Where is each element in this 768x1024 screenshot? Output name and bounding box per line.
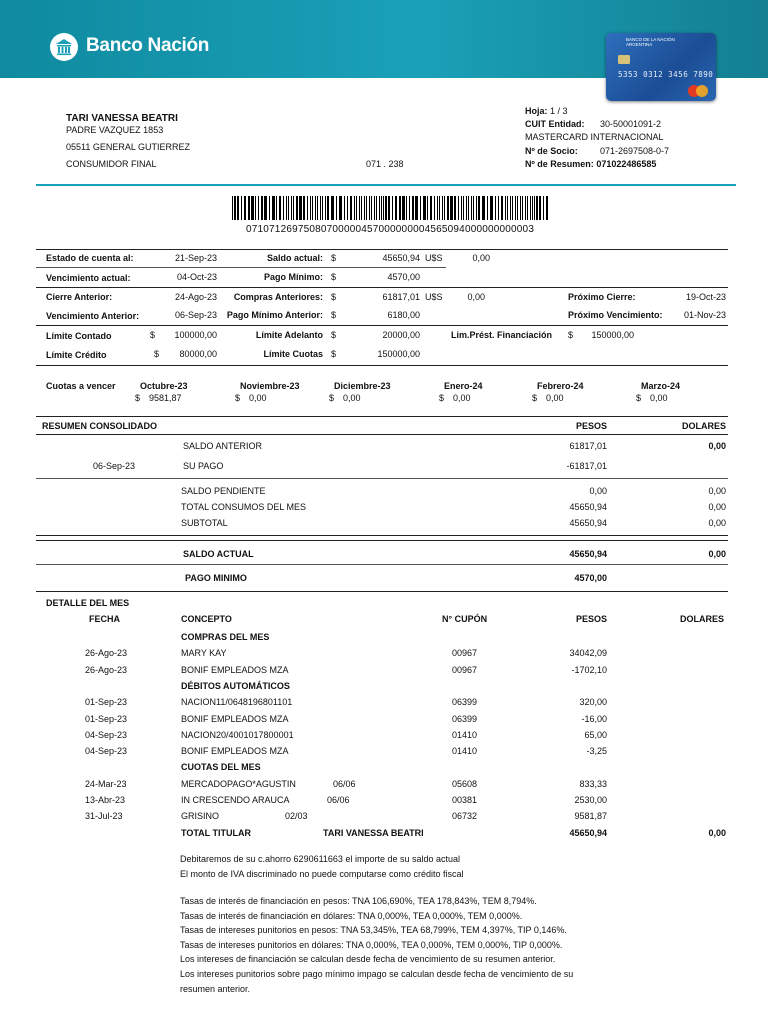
- barcode-bar: [366, 196, 367, 220]
- summary-pesos-header: PESOS: [575, 421, 607, 431]
- detail-row-pesos: 833,33: [579, 778, 607, 789]
- barcode-bar: [461, 196, 462, 220]
- detail-row-concept: BONIF EMPLEADOS MZA: [181, 664, 289, 675]
- brand-logo: Banco Nación: [86, 35, 210, 56]
- summary-number-label: Nº de Resumen:: [525, 159, 594, 169]
- barcode-bar: [532, 196, 533, 220]
- barcode-bar: [374, 196, 375, 220]
- pago-minimo-label: Pago Mínimo:: [264, 272, 323, 282]
- pago-minimo-summary-pesos: 4570,00: [574, 573, 607, 583]
- barcode-bar: [423, 196, 426, 220]
- barcode-bar: [255, 196, 256, 220]
- barcode-bar: [248, 196, 250, 220]
- installment-value: 0,00: [650, 393, 668, 403]
- member-value: 071-2697508-0-7: [600, 146, 670, 156]
- barcode-bar: [388, 196, 390, 220]
- cierre-anterior-value: 24-Ago-23: [174, 292, 217, 302]
- detail-row-coupon: 06399: [452, 697, 478, 708]
- note-line: El monto de IVA discriminado no puede computarse como crédito fiscal: [180, 869, 464, 879]
- barcode-bar: [392, 196, 393, 220]
- barcode-bar: [412, 196, 414, 220]
- installment-currency: $: [329, 393, 335, 403]
- saldo-pendiente-usd: 0,00: [708, 486, 726, 496]
- saldo-anterior-usd: 0,00: [708, 441, 726, 451]
- credit-card-image: [606, 33, 716, 101]
- barcode-bar: [310, 196, 311, 220]
- total-consumos-usd: 0,00: [708, 502, 726, 512]
- summary-number: [525, 159, 656, 169]
- barcode-bar: [296, 196, 298, 220]
- su-pago-pesos: -61817,01: [566, 461, 607, 471]
- installment-currency: $: [235, 393, 241, 403]
- detail-row-pesos: 9581,87: [574, 811, 607, 822]
- su-pago-label: SU PAGO: [183, 461, 224, 471]
- barcode-bar: [430, 196, 432, 220]
- barcode-bar: [299, 196, 302, 220]
- barcode-bar: [444, 196, 445, 220]
- installment-currency: $: [439, 393, 445, 403]
- detail-top-rule: [36, 591, 728, 592]
- detail-row-concept: GRISINO: [181, 811, 220, 822]
- limite-adelanto-label: Límite Adelanto: [255, 330, 323, 340]
- barcode-bar: [347, 196, 348, 220]
- saldo-anterior-label: SALDO ANTERIOR: [183, 441, 263, 451]
- detail-header-dolares: DOLARES: [679, 614, 724, 624]
- limite-adelanto-value: 20000,00: [382, 330, 420, 340]
- installment-month: Febrero-24: [537, 381, 584, 391]
- barcode-bar: [283, 196, 284, 220]
- barcode-bar: [515, 196, 516, 220]
- barcode-bar: [379, 196, 380, 220]
- barcode-bar: [507, 196, 508, 220]
- detail-row-concept: NACION20/4001017800001: [181, 729, 294, 740]
- detail-row-pesos: -16,00: [581, 713, 607, 724]
- card-number: 5353 0312 3456 7890: [618, 70, 714, 79]
- pago-minimo-anterior-label: Pago Mínimo Anterior:: [226, 310, 323, 320]
- barcode-bar: [487, 196, 488, 220]
- installment-value: 0,00: [546, 393, 564, 403]
- proximo-vencimiento-label: Próximo Vencimiento:: [568, 310, 663, 320]
- barcode-bar: [402, 196, 405, 220]
- detail-row-coupon: 00967: [452, 648, 478, 659]
- pago-minimo-anterior-value: 6180,00: [387, 310, 420, 320]
- barcode-bar: [473, 196, 474, 220]
- barcode-bar: [371, 196, 372, 220]
- limite-cuotas-value: 150000,00: [377, 349, 420, 359]
- detail-row-date: 13-Abr-23: [85, 795, 126, 805]
- summary-number-value: 071022486585: [596, 159, 657, 169]
- rate-line: Tasas de intereses punitorios en pesos: TNA 53,345%, TEA 68,799%, TEM 4,397%, TIP 0,146%.: [180, 925, 567, 936]
- summary-header-rule: [36, 434, 728, 435]
- barcode-bar: [237, 196, 239, 220]
- cuit-label: CUIT Entidad:: [525, 119, 585, 129]
- barcode-bar: [269, 196, 270, 220]
- barcode-bar: [525, 196, 526, 220]
- pago-minimo-value: 4570,00: [387, 272, 420, 282]
- proximo-cierre-label: Próximo Cierre:: [568, 292, 636, 302]
- detail-row-pesos: 34042,09: [569, 648, 607, 659]
- detail-row-date: 04-Sep-23: [85, 746, 128, 757]
- barcode-bar: [244, 196, 246, 220]
- detail-row-pesos: -1702,10: [571, 664, 607, 675]
- barcode-bar: [354, 196, 355, 220]
- detail-header-pesos: PESOS: [575, 614, 607, 624]
- detail-row-date: 26-Ago-23: [85, 648, 128, 659]
- detail-row-date: 01-Sep-23: [85, 697, 128, 708]
- barcode-bar: [510, 196, 511, 220]
- detail-header-concepto: CONCEPTO: [181, 614, 232, 624]
- barcode-bar: [505, 196, 506, 220]
- vencimiento-anterior-value: 06-Sep-23: [174, 310, 217, 320]
- saldo-usd-currency: U$S: [425, 253, 443, 263]
- barcode-bar: [234, 196, 236, 220]
- barcode-bar: [381, 196, 382, 220]
- barcode-bar: [344, 196, 345, 220]
- total-titular-label: TOTAL TITULAR: [181, 828, 251, 838]
- saldo-pendiente-label: SALDO PENDIENTE: [181, 486, 266, 496]
- barcode-bar: [439, 196, 440, 220]
- compras-anteriores-value: 61817,01: [382, 292, 420, 302]
- limite-cuotas-currency: $: [331, 349, 337, 359]
- detail-row-concept: MARY KAY: [181, 648, 227, 659]
- saldo-pendiente-pesos: 0,00: [589, 486, 607, 496]
- pago-minimo-anterior-currency: $: [331, 310, 337, 320]
- barcode-bar: [276, 196, 277, 220]
- barcode-bar: [490, 196, 493, 220]
- cuotas-a-vencer-label: Cuotas a vencer: [46, 381, 116, 391]
- holder-city: 05511 GENERAL GUTIERREZ: [66, 142, 191, 152]
- vencimiento-label: Vencimiento actual:: [46, 273, 131, 283]
- saldo-currency: $: [331, 253, 337, 263]
- barcode-bar: [543, 196, 544, 220]
- cuit-value: 30-50001091-2: [600, 119, 662, 129]
- saldo-actual-usd: 0,00: [708, 549, 726, 559]
- rate-line: Tasas de interés de financiación en dólares: TNA 0,000%, TEA 0,000%, TEM 0,000%.: [180, 910, 523, 921]
- rate-line: Tasas de intereses punitorios en dólares: TNA 0,000%, TEA 0,000%, TEM 0,000%, TIP 0,000%.: [180, 939, 563, 950]
- barcode-bar: [409, 196, 410, 220]
- pago-minimo-currency: $: [331, 272, 337, 282]
- barcode-bar: [385, 196, 387, 220]
- saldo-actual-label: SALDO ACTUAL: [183, 549, 254, 559]
- barcode-bar: [258, 196, 259, 220]
- subtotal-label: SUBTOTAL: [181, 518, 228, 528]
- barcode-bar: [293, 196, 294, 220]
- detail-row-pesos: 320,00: [579, 697, 607, 708]
- detail-row-date: 26-Ago-23: [85, 664, 128, 675]
- proximo-cierre-value: 19-Oct-23: [685, 292, 726, 302]
- detail-row-concept: BONIF EMPLEADOS MZA: [181, 746, 289, 757]
- barcode-bar: [501, 196, 503, 220]
- barcode-bar: [520, 196, 521, 220]
- installments-top-rule: [36, 365, 728, 366]
- sheet-label: Hoja:: [525, 106, 548, 116]
- barcode-bar: [427, 196, 428, 220]
- installment-month: Marzo-24: [641, 381, 681, 391]
- estado-label: Estado de cuenta al:: [46, 253, 134, 263]
- rate-line: Tasas de interés de financiación en pesos: TNA 106,690%, TEA 178,843%, TEM 8,794%.: [180, 896, 537, 906]
- detail-row-coupon: 01410: [452, 729, 478, 740]
- detail-row-coupon: 00967: [452, 664, 478, 675]
- barcode-bar: [241, 196, 242, 220]
- barcode-bar: [468, 196, 469, 220]
- barcode-bar: [406, 196, 407, 220]
- summary-dolares-header: DOLARES: [681, 421, 726, 431]
- detail-row-concept: BONIF EMPLEADOS MZA: [181, 713, 289, 724]
- barcode-bar: [327, 196, 329, 220]
- saldo-actual-pesos: 45650,94: [569, 549, 607, 559]
- barcode-bar: [317, 196, 318, 220]
- limite-contado-currency: $: [150, 330, 156, 340]
- detail-row-concept: IN CRESCENDO ARAUCA: [181, 795, 290, 805]
- barcode-bar: [498, 196, 499, 220]
- barcode-bar: [399, 196, 401, 220]
- limite-contado-value: 100000,00: [174, 330, 217, 340]
- sheet-value: 1 / 3: [550, 106, 568, 116]
- detail-row-date: 31-Jul-23: [85, 811, 123, 822]
- barcode-bar: [522, 196, 523, 220]
- holder-category: CONSUMIDOR FINAL: [66, 159, 157, 169]
- detail-title: DETALLE DEL MES: [46, 598, 130, 608]
- detail-section-title: DÉBITOS AUTOMÁTICOS: [181, 680, 290, 691]
- detail-row-date: 24-Mar-23: [85, 778, 127, 789]
- card-bank-name: BANCO DE LA NACIÓN ARGENTINA: [626, 37, 675, 47]
- barcode-bar: [383, 196, 384, 220]
- pago-minimo-summary-label: PAGO MINIMO: [185, 573, 247, 583]
- pago-minimo-rule: [36, 564, 728, 565]
- detail-row-coupon: 00381: [452, 795, 478, 805]
- limite-credito-currency: $: [154, 349, 160, 359]
- su-pago-date: 06-Sep-23: [93, 461, 136, 471]
- barcode-bar: [476, 196, 477, 220]
- installment-value: 9581,87: [149, 393, 182, 403]
- barcode-bar: [251, 196, 254, 220]
- barcode-bar: [307, 196, 308, 220]
- holder-name: TARI VANESSA BEATRI: [66, 113, 178, 124]
- detail-row-coupon: 06399: [452, 713, 478, 724]
- barcode-bar: [447, 196, 449, 220]
- barcode-bar: [527, 196, 528, 220]
- barcode-bar: [458, 196, 459, 220]
- bank-building-icon: [50, 33, 78, 61]
- detail-row-date: 04-Sep-23: [85, 729, 128, 740]
- barcode-bar: [350, 196, 352, 220]
- installment-month: Noviembre-23: [240, 381, 300, 391]
- vencimiento-anterior-label: Vencimiento Anterior:: [46, 311, 140, 321]
- barcode-bar: [434, 196, 435, 220]
- barcode-bar: [361, 196, 362, 220]
- barcode-bar: [312, 196, 313, 220]
- barcode-bar: [376, 196, 377, 220]
- card-issuer: MASTERCARD INTERNACIONAL: [525, 132, 664, 142]
- subtotal-usd: 0,00: [708, 518, 726, 528]
- barcode-bar: [471, 196, 472, 220]
- barcode-bar: [478, 196, 480, 220]
- total-consumos-label: TOTAL CONSUMOS DEL MES: [181, 502, 307, 512]
- saldo-label: Saldo actual:: [266, 253, 323, 263]
- vencimiento-value: 04-Oct-23: [176, 272, 217, 282]
- saldo-actual-rule-top: [36, 535, 728, 536]
- barcode-bar: [232, 196, 233, 220]
- detail-row-installment: 02/03: [285, 811, 308, 822]
- subtotal-pesos: 45650,94: [569, 518, 607, 528]
- barcode-bar: [546, 196, 548, 220]
- detail-row-pesos: 65,00: [584, 729, 607, 740]
- compras-anteriores-label: Compras Anteriores:: [233, 292, 323, 302]
- cierre-anterior-label: Cierre Anterior:: [46, 292, 113, 302]
- detail-row-coupon: 01410: [452, 746, 478, 757]
- estado-value: 21-Sep-23: [174, 253, 217, 263]
- installment-month: Enero-24: [444, 381, 483, 391]
- barcode-bar: [322, 196, 323, 220]
- detail-row-coupon: 06732: [452, 811, 478, 822]
- compras-usd-currency: U$S: [425, 292, 443, 302]
- barcode-bar: [261, 196, 263, 220]
- rate-line: Los intereses de financiación se calculan desde fecha de vencimiento de su resumen anterior.: [180, 954, 556, 965]
- financiacion-currency: $: [568, 330, 574, 340]
- saldo-actual-rule-top-2: [36, 540, 728, 541]
- summary-title: RESUMEN CONSOLIDADO: [42, 421, 158, 431]
- installment-currency: $: [135, 393, 141, 403]
- detail-row-concept: NACION11/0648196801101: [181, 697, 293, 708]
- installment-value: 0,00: [343, 393, 361, 403]
- barcode-bar: [420, 196, 421, 220]
- card-chip-icon: [618, 55, 630, 64]
- barcode-number: 07107126975080700000457000000004565094000000000003: [246, 224, 535, 235]
- total-consumos-pesos: 45650,94: [569, 502, 607, 512]
- header-divider: [36, 184, 736, 186]
- barcode-bar: [454, 196, 456, 220]
- barcode-bar: [356, 196, 357, 220]
- detail-header-fecha: FECHA: [89, 614, 120, 624]
- detail-row-coupon: 05608: [452, 778, 478, 789]
- detail-row-installment: 06/06: [333, 778, 356, 789]
- saldo-value: 45650,94: [382, 253, 420, 263]
- barcode-bar: [320, 196, 321, 220]
- barcode-bar: [264, 196, 267, 220]
- barcode-bar: [530, 196, 531, 220]
- detail-row-date: 01-Sep-23: [85, 713, 128, 724]
- installment-month: Diciembre-23: [334, 381, 391, 391]
- barcode-bar: [517, 196, 518, 220]
- note-line: Debitaremos de su c.ahorro 6290611663 el importe de su saldo actual: [180, 854, 461, 864]
- barcode-bar: [437, 196, 438, 220]
- holder-code: 071 . 238: [366, 159, 404, 169]
- status-top-rule: [36, 249, 728, 250]
- saldo-usd-value: 0,00: [472, 253, 490, 263]
- barcode-bar: [512, 196, 513, 220]
- barcode-bar: [291, 196, 292, 220]
- detail-section-title: COMPRAS DEL MES: [181, 632, 270, 642]
- member-label: Nº de Socio:: [525, 146, 578, 156]
- compras-anteriores-currency: $: [331, 292, 337, 302]
- sheet-number: [525, 106, 568, 116]
- barcode-bar: [369, 196, 370, 220]
- barcode-bar: [395, 196, 397, 220]
- rate-line: Los intereses punitorios sobre pago mínimo impago se calculan desde fecha de vencimiento de su: [180, 969, 574, 979]
- barcode-bar: [272, 196, 275, 220]
- barcode-bar: [339, 196, 342, 220]
- status-mid-rule: [36, 287, 728, 288]
- barcode-bar: [539, 196, 541, 220]
- barcode-bar: [534, 196, 535, 220]
- summary-mid-rule: [36, 478, 728, 479]
- installment-currency: $: [636, 393, 642, 403]
- barcode-bar: [331, 196, 334, 220]
- total-titular-usd: 0,00: [708, 828, 726, 838]
- limite-cuotas-label: Límite Cuotas: [263, 349, 323, 359]
- limits-top-rule: [36, 325, 728, 326]
- barcode-bar: [415, 196, 418, 220]
- detail-row-pesos: -3,25: [586, 746, 607, 757]
- barcode-bar: [336, 196, 337, 220]
- barcode-bar: [286, 196, 287, 220]
- financiacion-value: 150000,00: [591, 330, 634, 340]
- limite-contado-label: Límite Contado: [46, 331, 112, 341]
- summary-top-rule: [36, 416, 728, 417]
- limite-credito-label: Límite Crédito: [46, 350, 107, 360]
- barcode-bar: [482, 196, 485, 220]
- limite-adelanto-currency: $: [331, 330, 337, 340]
- barcode-bar: [495, 196, 496, 220]
- barcode-bar: [303, 196, 305, 220]
- detail-section-title: CUOTAS DEL MES: [181, 762, 261, 773]
- limite-credito-value: 80000,00: [179, 349, 217, 359]
- barcode-bar: [450, 196, 453, 220]
- detail-row-concept: MERCADOPAGO*AGUSTIN: [181, 778, 296, 789]
- detail-header-cupon: N° CUPÓN: [442, 614, 488, 624]
- installment-value: 0,00: [453, 393, 471, 403]
- barcode-bar: [442, 196, 443, 220]
- detail-row-pesos: 2530,00: [574, 795, 607, 805]
- barcode: [232, 196, 548, 220]
- barcode-bar: [463, 196, 464, 220]
- saldo-anterior-pesos: 61817,01: [569, 441, 607, 451]
- barcode-bar: [359, 196, 360, 220]
- detail-row-installment: 06/06: [327, 795, 350, 805]
- barcode-bar: [325, 196, 326, 220]
- total-titular-pesos: 45650,94: [569, 828, 607, 838]
- barcode-bar: [536, 196, 538, 220]
- status-row-rule: [36, 267, 446, 268]
- compras-usd-value: 0,00: [467, 292, 485, 302]
- installment-currency: $: [532, 393, 538, 403]
- holder-street: PADRE VAZQUEZ 1853: [66, 125, 164, 135]
- installment-month: Octubre-23: [140, 381, 188, 391]
- mastercard-logo-icon-secondary: [696, 85, 708, 97]
- barcode-bar: [288, 196, 289, 220]
- rate-line: resumen anterior.: [180, 983, 251, 994]
- barcode-bar: [466, 196, 467, 220]
- total-titular-name: TARI VANESSA BEATRI: [323, 828, 424, 838]
- barcode-bar: [279, 196, 281, 220]
- installment-value: 0,00: [249, 393, 267, 403]
- financiacion-label: Lim.Prést. Financiación: [451, 330, 553, 340]
- barcode-bar: [315, 196, 316, 220]
- proximo-vencimiento-value: 01-Nov-23: [683, 310, 726, 320]
- barcode-bar: [364, 196, 365, 220]
